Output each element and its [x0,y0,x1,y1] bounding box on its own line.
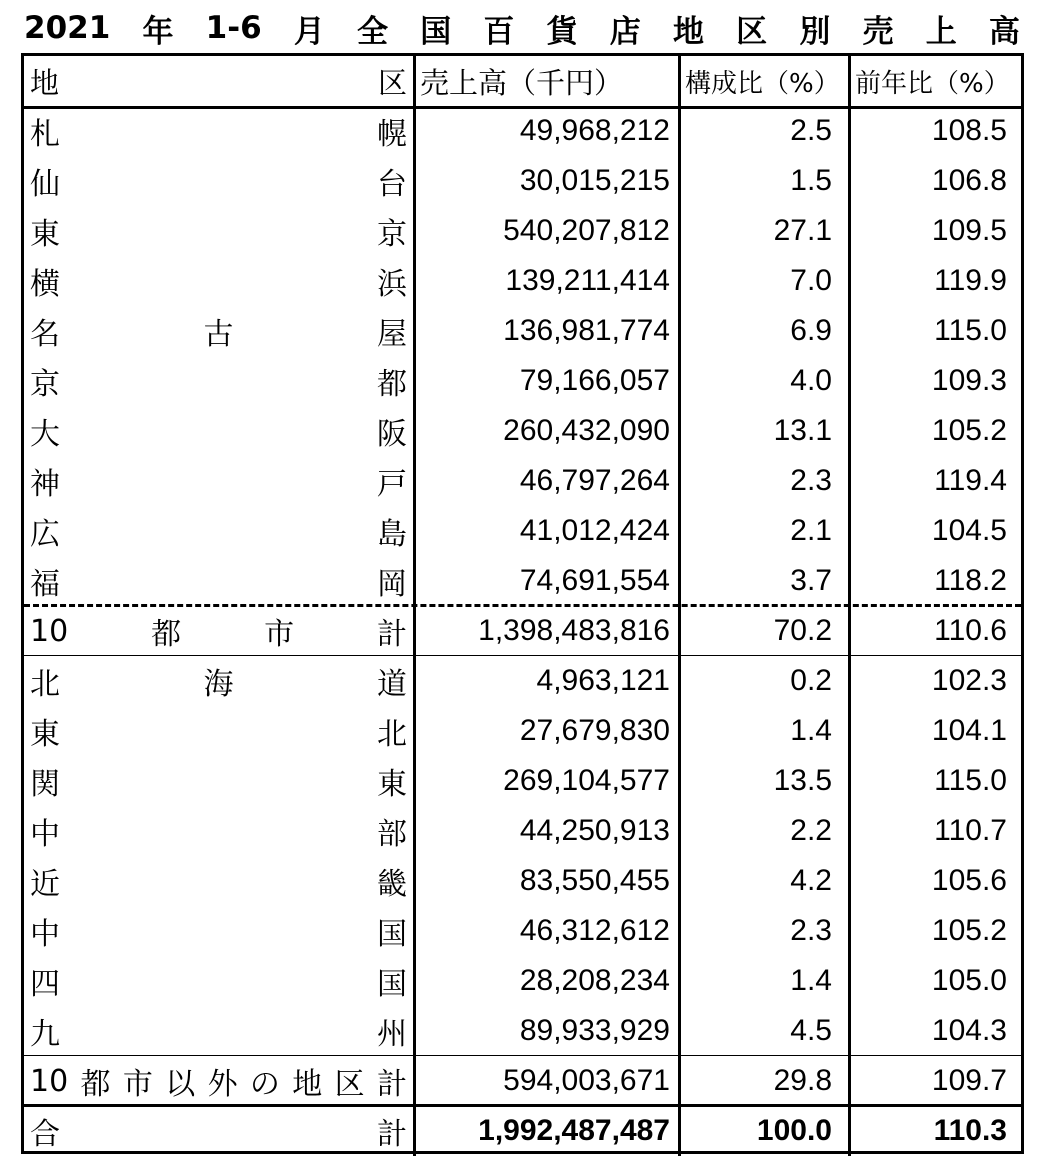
region-char: 阪 [377,417,407,452]
region-cell [24,756,416,806]
table-row [24,806,1021,856]
region-char: 北 [377,717,407,752]
table-row [24,1056,1021,1106]
header-sales: 売上高（千円） [416,56,681,106]
table-row [24,356,1021,406]
composition-cell: 6.9 [681,306,851,356]
region-char: 岡 [377,567,407,602]
table-row [24,606,1021,656]
yoy-cell: 119.4 [934,464,1007,497]
region-cell [24,706,416,756]
header-region-left: 地 [30,65,60,100]
table-row [24,306,1021,356]
region-char: 京 [30,367,60,402]
title-char: 貨 [546,13,578,50]
sales-cell: 79,166,057 [416,356,681,406]
region-char: 合 [30,1117,60,1152]
region-char: 四 [30,967,60,1002]
total-divider [24,1104,1021,1107]
region-char: 横 [30,267,60,302]
region-char: 以 [165,1067,196,1102]
table-row [24,506,1021,556]
yoy-cell: 109.7 [931,1064,1007,1097]
table-row [24,906,1021,956]
yoy-cell: 105.6 [931,864,1007,897]
composition-cell: 4.2 [681,856,851,906]
title-char: 高 [988,13,1020,50]
sales-cell: 540,207,812 [416,206,681,256]
region-char: 都 [377,367,407,402]
header-region-right: 区 [377,65,407,100]
title-char: 区 [736,13,768,50]
yoy-cell: 109.3 [931,364,1007,397]
yoy-cell: 110.3 [933,1114,1007,1147]
title-period: 1-6 [205,10,262,46]
region-char: 市 [264,617,295,652]
yoy-cell: 106.8 [931,164,1007,197]
title-char: 売 [862,13,894,50]
region-cell [24,106,416,156]
sales-cell: 28,208,234 [416,956,681,1006]
sales-cell: 1,398,483,816 [416,606,681,656]
region-char: の [249,1067,280,1102]
region-char: 市 [122,1067,153,1102]
region-char: 広 [30,517,60,552]
region-char: 幌 [377,117,407,152]
sales-cell: 74,691,554 [416,556,681,606]
sales-cell: 27,679,830 [416,706,681,756]
region-cell [24,556,416,606]
region-cell [24,956,416,1006]
region-char: 計 [377,1117,407,1152]
row-divider [24,1055,1021,1056]
dashed-divider [24,604,1021,607]
table-row [24,1006,1021,1056]
composition-cell: 13.1 [681,406,851,456]
sales-cell: 46,797,264 [416,456,681,506]
table-row [24,956,1021,1006]
region-cell [24,206,416,256]
region-char: 畿 [377,867,407,902]
yoy-cell: 105.2 [931,414,1007,447]
table-header-row [24,56,1021,109]
region-char: 札 [30,117,60,152]
composition-cell: 2.5 [681,106,851,156]
yoy-cell: 104.1 [931,714,1007,747]
sales-cell: 139,211,414 [416,256,681,306]
yoy-cell: 118.2 [934,564,1007,597]
region-char: 中 [30,817,60,852]
region-char: 大 [30,417,60,452]
region-char: 10 [30,613,69,649]
table-row [24,656,1021,706]
sales-cell: 594,003,671 [416,1056,681,1106]
sales-cell: 136,981,774 [416,306,681,356]
region-char: 東 [377,767,407,802]
region-char: 外 [207,1067,238,1102]
yoy-cell: 110.6 [934,614,1007,647]
yoy-cell: 105.0 [931,964,1007,997]
region-cell [24,406,416,456]
table-row [24,556,1021,606]
sales-cell: 83,550,455 [416,856,681,906]
composition-cell: 1.4 [681,706,851,756]
yoy-cell: 115.0 [934,314,1007,347]
region-char: 区 [334,1067,365,1102]
region-cell [24,256,416,306]
table-row [24,106,1021,156]
region-cell [24,1006,416,1056]
sales-cell: 1,992,487,487 [416,1106,681,1156]
region-char: 計 [377,617,407,652]
region-cell [24,356,416,406]
region-char: 古 [203,317,234,352]
region-char: 神 [30,467,60,502]
sales-cell: 260,432,090 [416,406,681,456]
region-char: 東 [30,217,60,252]
region-char: 中 [30,917,60,952]
title-char: 国 [420,13,452,50]
composition-cell: 1.5 [681,156,851,206]
region-char: 東 [30,717,60,752]
sales-cell: 46,312,612 [416,906,681,956]
composition-cell: 3.7 [681,556,851,606]
region-char: 都 [80,1067,111,1102]
table-row [24,706,1021,756]
table-row [24,256,1021,306]
region-char: 海 [203,667,234,702]
header-composition: 構成比（%） [681,56,851,106]
region-char: 北 [30,667,60,702]
sales-table [21,53,1024,1154]
title-char: 月 [293,13,325,50]
table-row [24,206,1021,256]
region-cell [24,306,416,356]
title-char: 店 [609,13,641,50]
composition-cell: 0.2 [681,656,851,706]
region-cell [24,906,416,956]
yoy-cell: 110.7 [934,814,1007,847]
title-year: 2021 [24,10,111,46]
row-divider [24,655,1021,656]
region-cell [24,456,416,506]
composition-cell: 100.0 [681,1106,851,1156]
sales-cell: 89,933,929 [416,1006,681,1056]
region-char: 京 [377,217,407,252]
yoy-cell: 115.0 [934,764,1007,797]
title-char: 年 [142,13,174,50]
table-row [24,856,1021,906]
sales-cell: 41,012,424 [416,506,681,556]
composition-cell: 2.1 [681,506,851,556]
yoy-cell: 108.5 [931,114,1007,147]
region-char: 仙 [30,167,60,202]
page-title [24,6,1020,50]
region-char: 地 [292,1067,323,1102]
sales-cell: 4,963,121 [416,656,681,706]
region-cell [24,856,416,906]
region-char: 九 [30,1017,60,1052]
header-yoy: 前年比（%） [855,68,1010,99]
region-char: 島 [377,517,407,552]
composition-cell: 4.5 [681,1006,851,1056]
region-char: 計 [376,1067,407,1102]
composition-cell: 2.2 [681,806,851,856]
yoy-cell: 119.9 [934,264,1007,297]
region-char: 台 [377,167,407,202]
sales-cell: 30,015,215 [416,156,681,206]
yoy-cell: 104.3 [931,1014,1007,1047]
yoy-cell: 105.2 [931,914,1007,947]
region-char: 関 [30,767,60,802]
region-cell [24,506,416,556]
title-char: 別 [799,13,831,50]
title-char: 百 [483,13,515,50]
sales-cell: 269,104,577 [416,756,681,806]
composition-cell: 27.1 [681,206,851,256]
region-char: 州 [377,1017,407,1052]
region-char: 戸 [377,467,407,502]
title-char: 上 [925,13,957,50]
region-char: 近 [30,867,60,902]
yoy-cell: 102.3 [931,664,1007,697]
yoy-cell: 104.5 [931,514,1007,547]
yoy-cell: 109.5 [931,214,1007,247]
sales-cell: 44,250,913 [416,806,681,856]
region-cell [24,156,416,206]
header-region [24,56,416,106]
title-char: 地 [672,13,704,50]
region-cell [24,606,416,656]
table-row [24,156,1021,206]
table-row [24,1106,1021,1156]
table-row [24,756,1021,806]
region-cell [24,1056,416,1106]
sales-cell: 49,968,212 [416,106,681,156]
composition-cell: 4.0 [681,356,851,406]
region-char: 道 [377,667,407,702]
region-char: 福 [30,567,60,602]
region-char: 国 [377,967,407,1002]
composition-cell: 13.5 [681,756,851,806]
region-cell [24,656,416,706]
composition-cell: 29.8 [681,1056,851,1106]
title-char: 全 [357,13,389,50]
region-char: 名 [30,317,60,352]
region-char: 浜 [377,267,407,302]
table-row [24,456,1021,506]
region-char: 10 [30,1063,69,1099]
composition-cell: 70.2 [681,606,851,656]
region-char: 都 [151,617,182,652]
region-char: 部 [377,817,407,852]
region-char: 国 [377,917,407,952]
composition-cell: 2.3 [681,456,851,506]
table-row [24,406,1021,456]
region-cell [24,1106,416,1156]
region-char: 屋 [377,317,407,352]
composition-cell: 7.0 [681,256,851,306]
composition-cell: 2.3 [681,906,851,956]
composition-cell: 1.4 [681,956,851,1006]
region-cell [24,806,416,856]
